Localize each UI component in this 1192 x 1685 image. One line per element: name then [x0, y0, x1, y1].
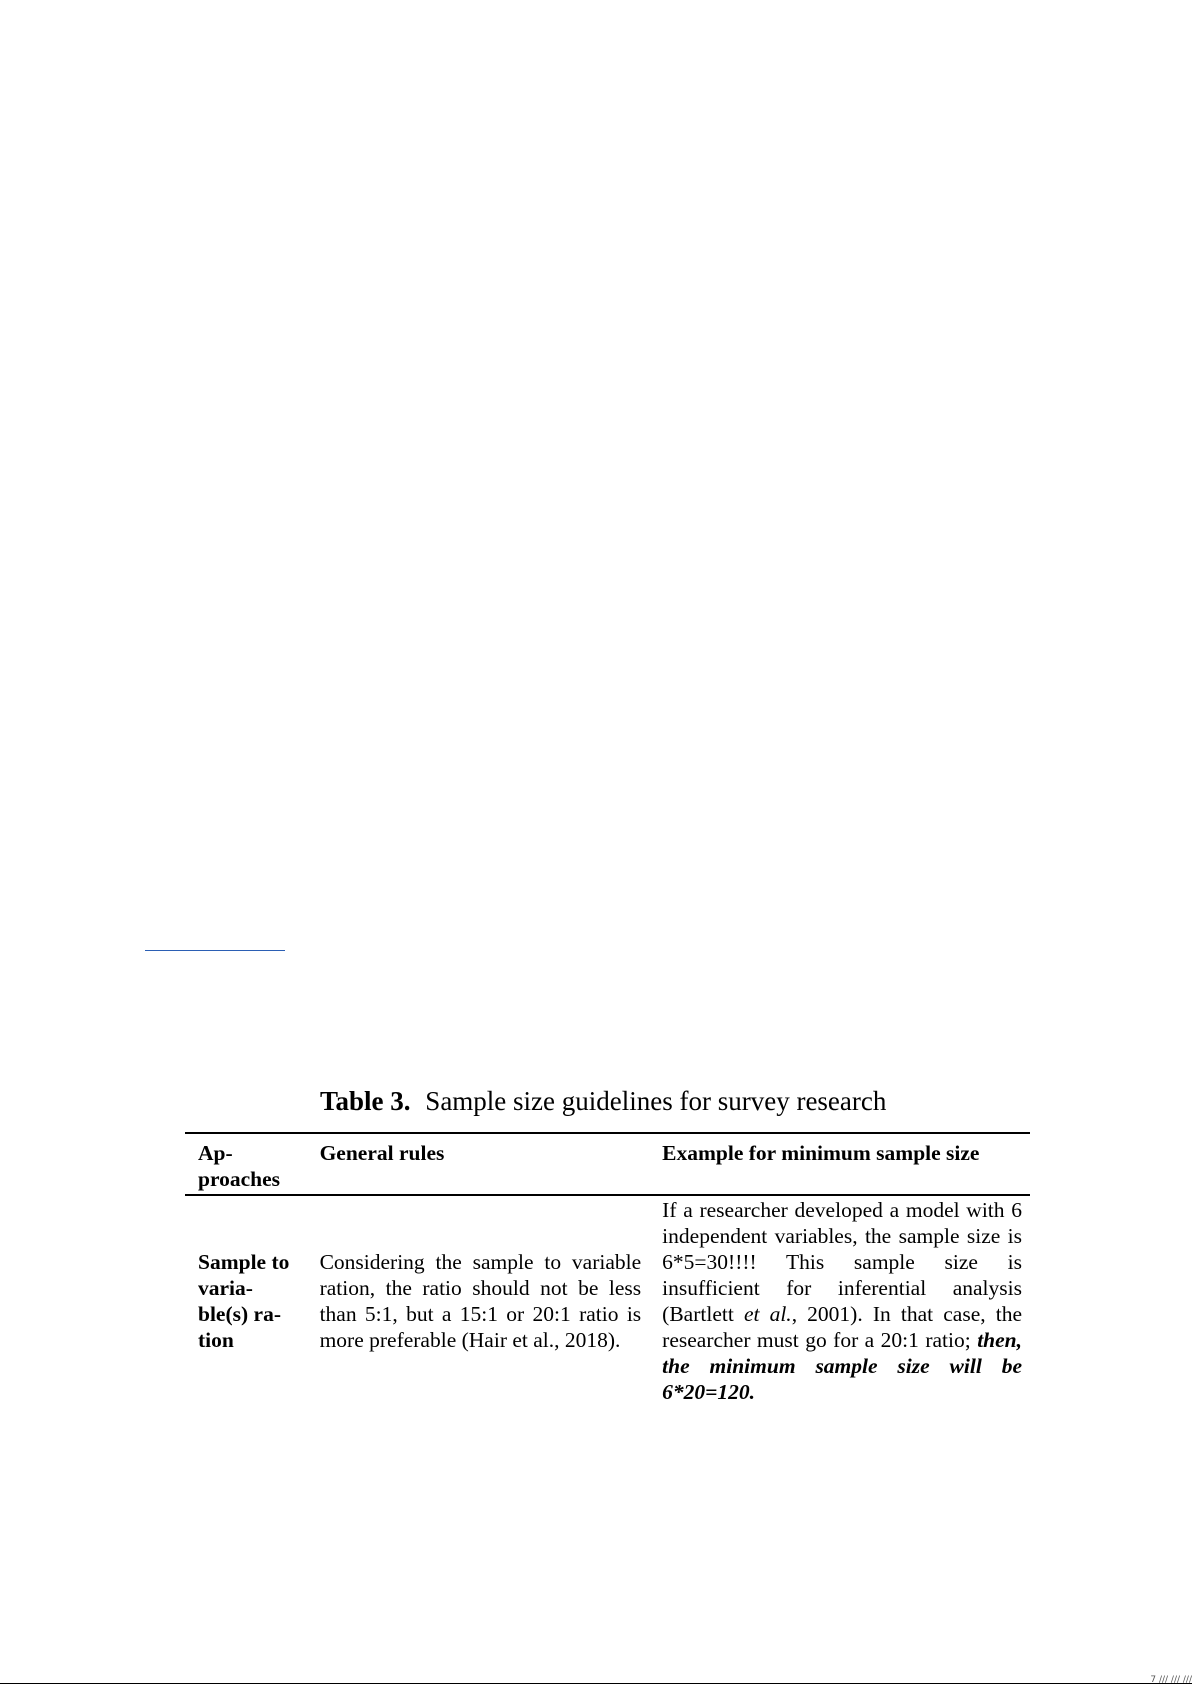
header-approaches: Ap- proaches	[185, 1133, 307, 1195]
example-text-part2: , 2001). In that case, the researcher must go for a 20:1 ratio;	[662, 1302, 1022, 1352]
table-caption-text: Sample size guidelines for survey research	[425, 1086, 887, 1116]
header-general-rules: General rules	[307, 1133, 650, 1195]
example-citation-italic: et al.	[743, 1302, 792, 1326]
footnote-separator	[145, 950, 285, 951]
table-caption	[320, 1083, 886, 1119]
example-emphasis: then, the minimum sample size will be 6*20=120.	[662, 1328, 1022, 1404]
table-caption-number: Table 3.	[320, 1086, 411, 1116]
table-row	[185, 1195, 1030, 1406]
page-bottom-rule	[0, 1683, 1192, 1684]
cell-approach: Sample to varia- ble(s) ra- tion	[198, 1250, 290, 1352]
corner-marks: 7 /// /// ///	[1150, 1675, 1192, 1685]
cell-example	[649, 1195, 1030, 1406]
example-text-part1: If a researcher developed a model with 6 independent variables, the sample size is 6*5=30!!!! This sample size is insufficient for inferential analysis (Bartlett	[662, 1198, 1022, 1326]
cell-general-rule: Considering the sample to variable ration, the ratio should not be less than 5:1, but a 15:1 or 20:1 ratio is more preferable (Hair et al., 2018).	[319, 1250, 642, 1352]
header-example: Example for minimum sample size	[649, 1133, 1030, 1195]
sample-size-table	[185, 1132, 1030, 1406]
table-header-row	[185, 1133, 1030, 1195]
